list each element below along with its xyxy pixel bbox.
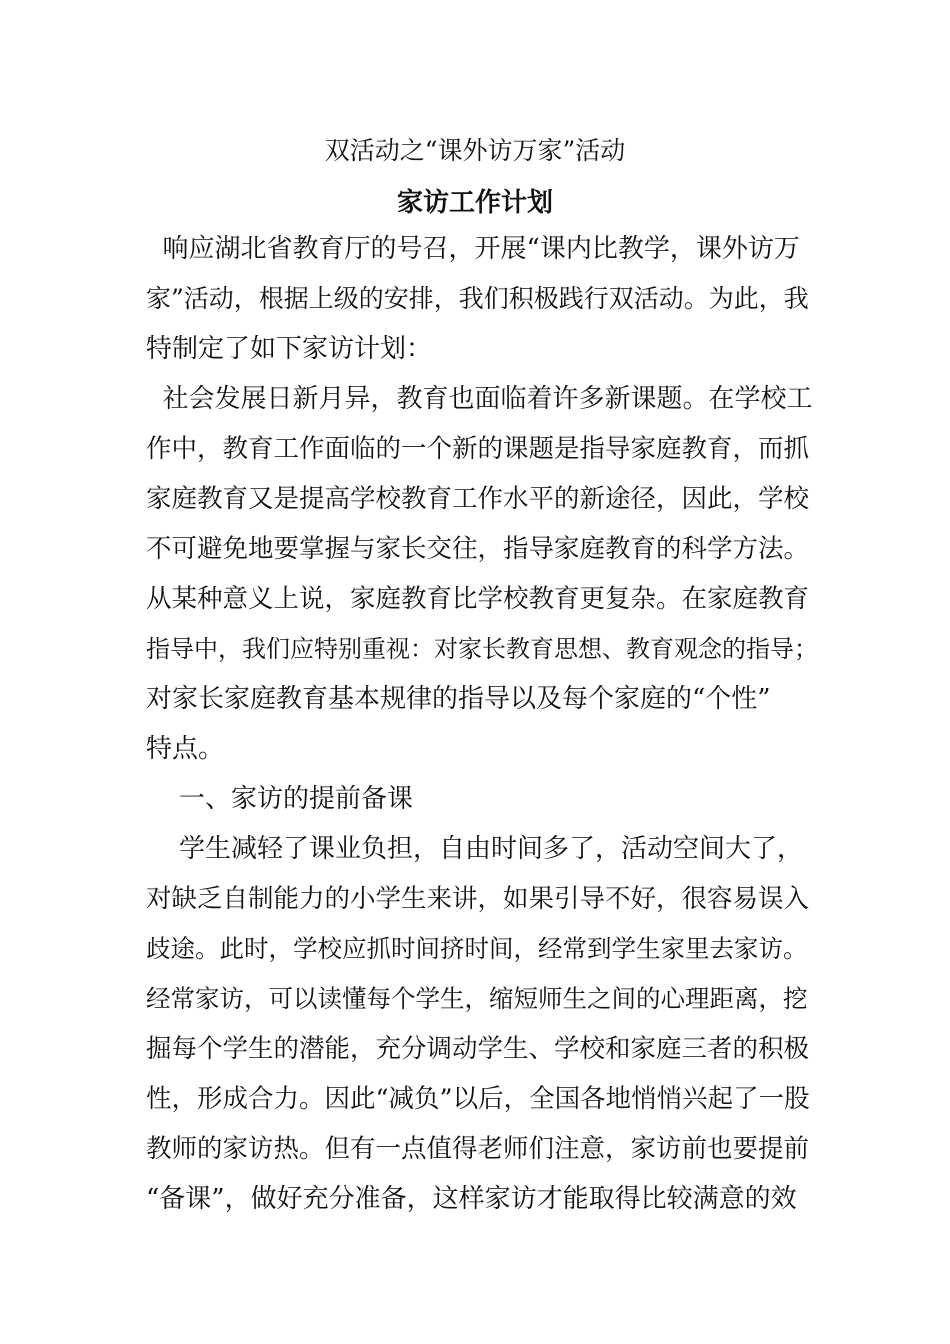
section-heading: 一、家访的提前备课 xyxy=(146,784,414,814)
document-title: 双活动之“课外访万家”活动 xyxy=(324,136,626,165)
body-line: 歧途。此时，学校应抓时间挤时间，经常到学生家里去家访。 xyxy=(146,934,808,963)
document-subtitle: 家访工作计划 xyxy=(396,188,553,218)
body-line: 家庭教育又是提高学校教育工作水平的新途径，因此，学校 xyxy=(146,484,810,514)
body-line: 经常家访，可以读懂每个学生，缩短师生之间的心理距离，挖 xyxy=(146,984,808,1013)
body-line: 作中，教育工作面临的一个新的课题是指导家庭教育，而抓 xyxy=(146,434,810,464)
body-line: 教师的家访热。但有一点值得老师们注意，家访前也要提前 xyxy=(146,1134,810,1164)
body-line: 对缺乏自制能力的小学生来讲，如果引导不好，很容易误入 xyxy=(146,884,810,914)
body-line: 家”活动，根据上级的安排，我们积极践行双活动。为此，我 xyxy=(146,284,809,313)
body-line: 从某种意义上说，家庭教育比学校教育更复杂。在家庭教育 xyxy=(146,584,810,614)
body-line: 学生减轻了课业负担，自由时间多了，活动空间大了， xyxy=(146,834,804,864)
body-line: 掘每个学生的潜能，充分调动学生、学校和家庭三者的积极 xyxy=(146,1034,810,1064)
body-line: 响应湖北省教育厅的号召，开展“课内比教学，课外访万 xyxy=(146,234,800,264)
body-line: 指导中，我们应特别重视：对家长教育思想、教育观念的指导； xyxy=(146,635,818,663)
body-line: 特点。 xyxy=(146,734,225,764)
body-line: 对家长家庭教育基本规律的指导以及每个家庭的“个性” xyxy=(146,684,771,714)
body-line: 社会发展日新月异，教育也面临着许多新课题。在学校工 xyxy=(146,384,813,414)
body-line: 特制定了如下家访计划： xyxy=(146,334,433,364)
body-line: 性，形成合力。因此“减负”以后，全国各地悄悄兴起了一股 xyxy=(146,1084,810,1114)
body-line: “备课”，做好充分准备，这样家访才能取得比较满意的效 xyxy=(146,1184,797,1214)
body-line: 不可避免地要掌握与家长交往，指导家庭教育的科学方法。 xyxy=(146,534,810,564)
